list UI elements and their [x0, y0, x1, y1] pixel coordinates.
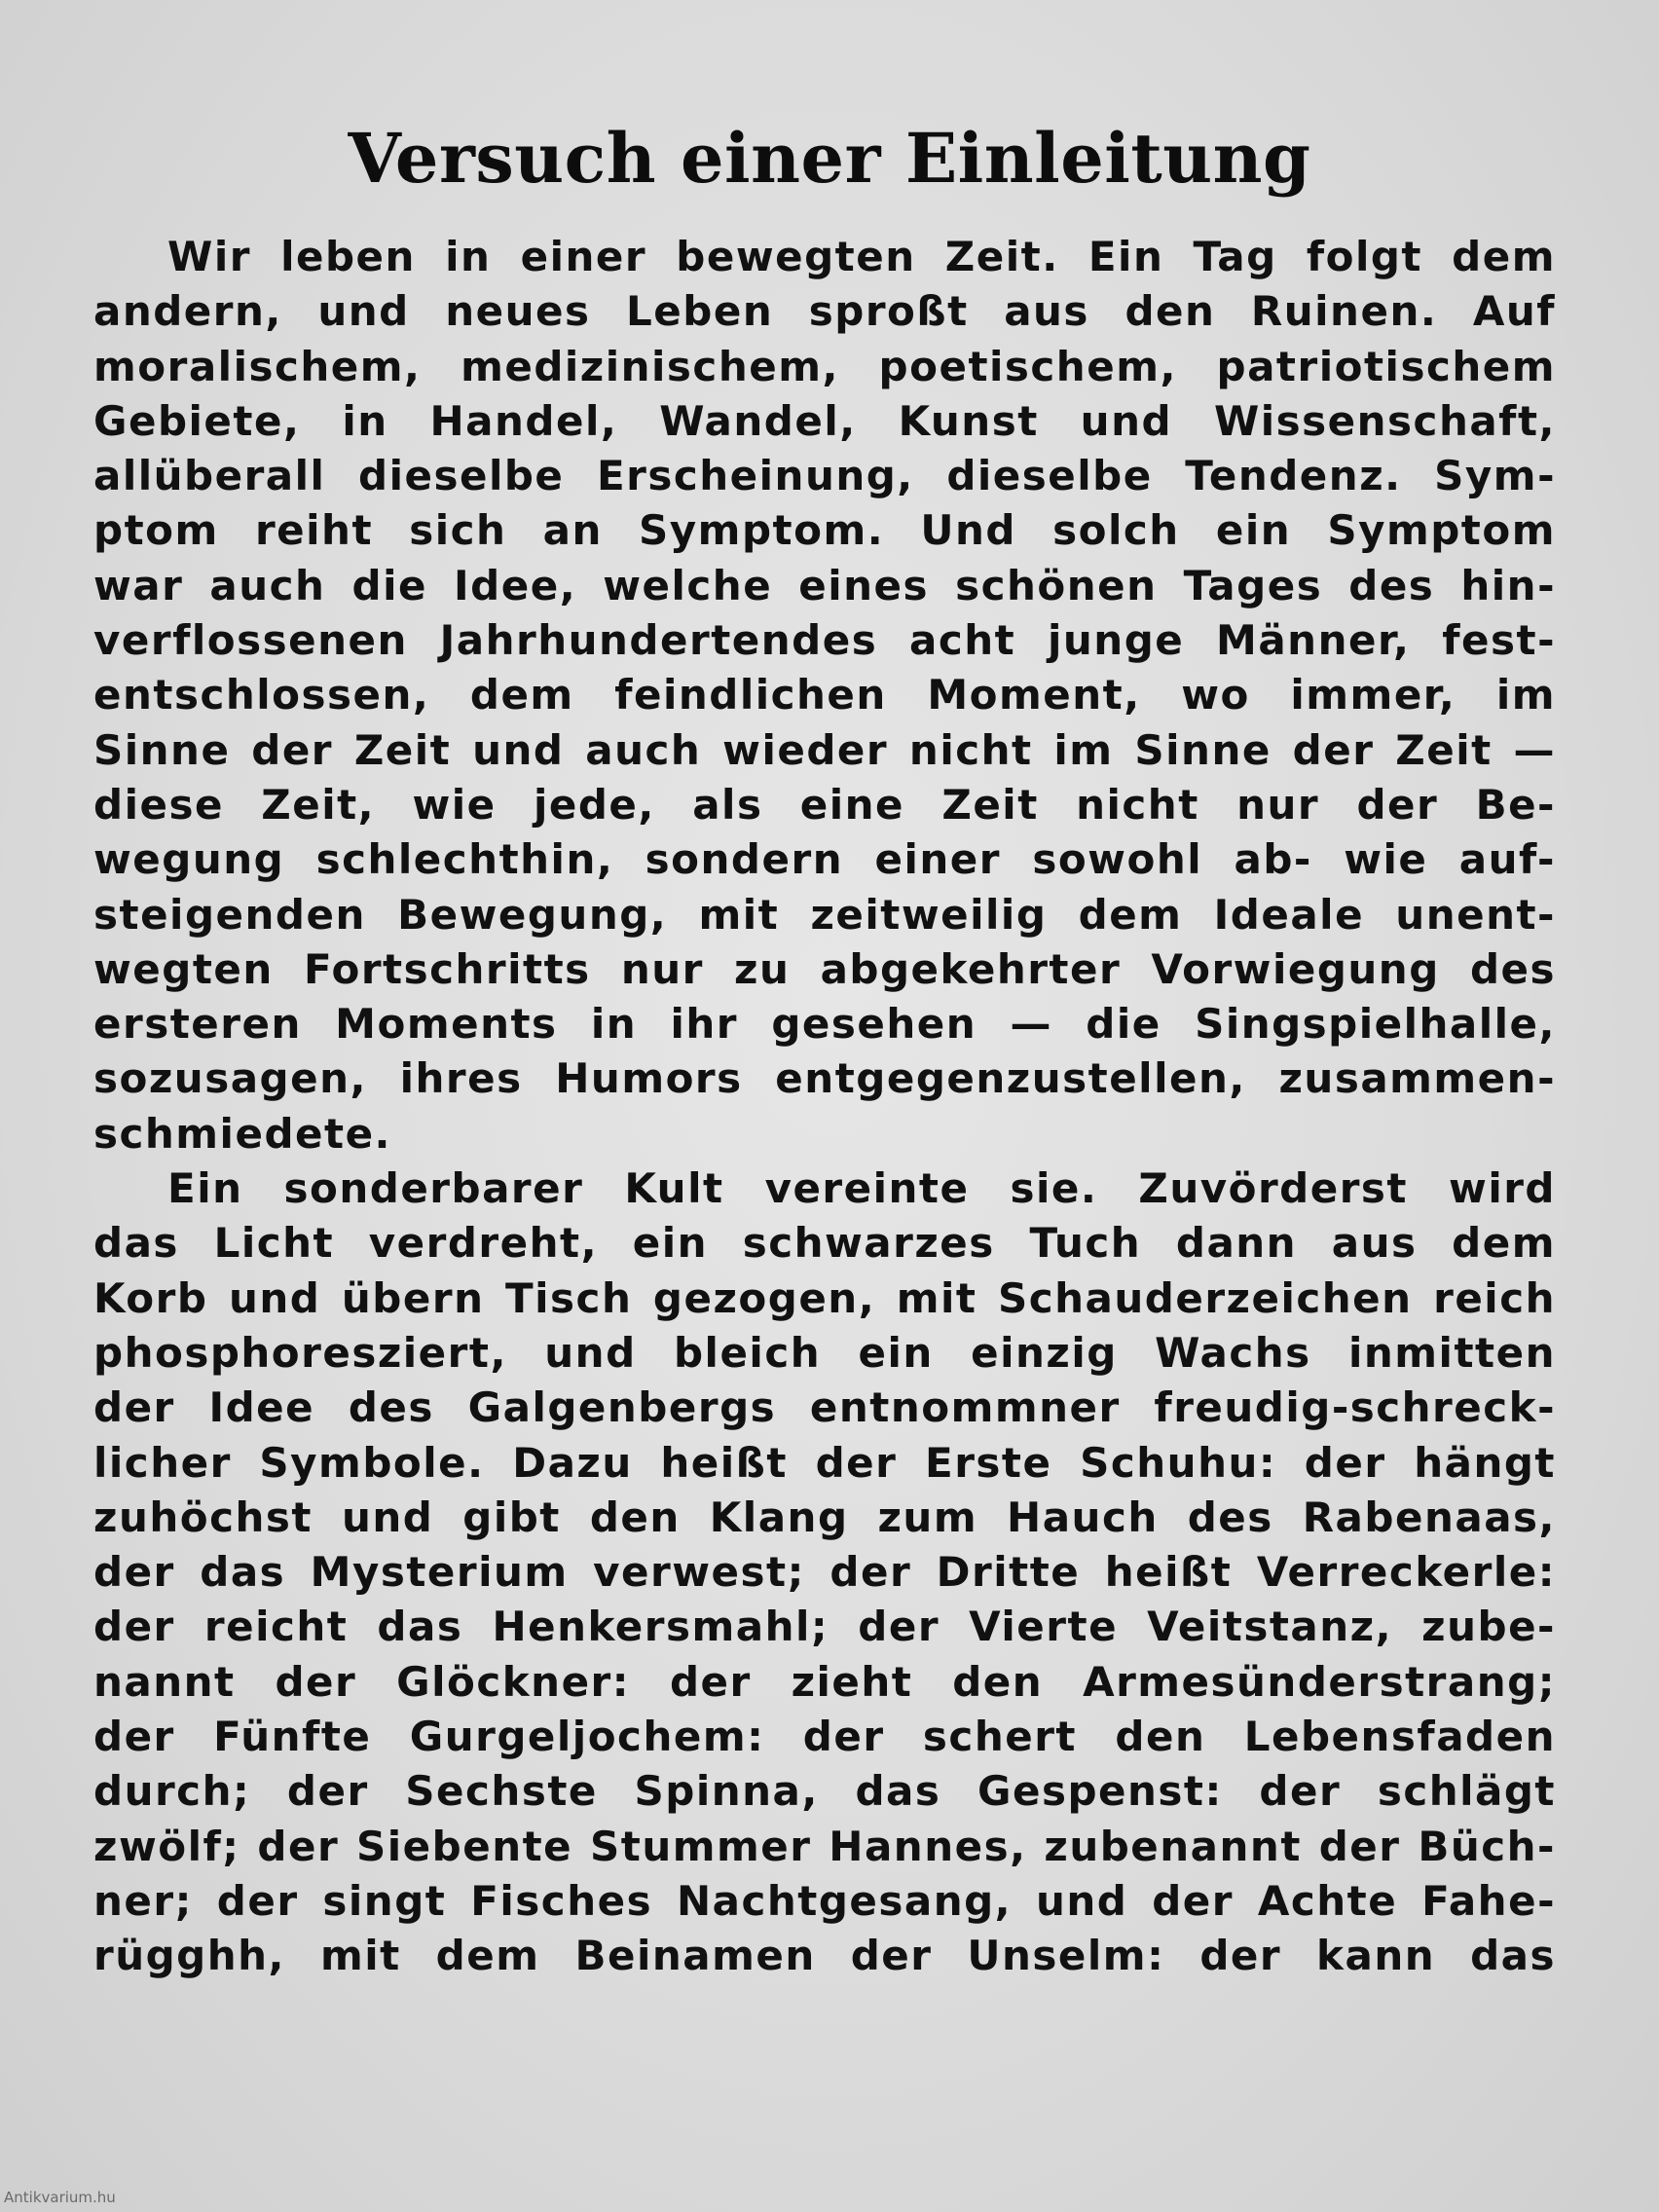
watermark: Antikvarium.hu — [4, 2189, 116, 2206]
text-line: zwölf; der Siebente Stummer Hannes, zubenannt der Büch- — [93, 1822, 1556, 1870]
text-line: Wir leben in einer bewegten Zeit. Ein Tag folgt dem — [167, 233, 1556, 280]
text-line: der Idee des Galgenbergs entnommner freudig-schreck- — [93, 1383, 1556, 1432]
text-line: der Fünfte Gurgeljochem: der schert den Lebensfaden — [93, 1713, 1556, 1761]
text-line: Ein sonderbarer Kult vereinte sie. Zuvörderst wird — [167, 1164, 1556, 1213]
text-line: allüberall dieselbe Erscheinung, dieselbe Tendenz. Sym- — [93, 452, 1556, 500]
text-line: durch; der Sechste Spinna, das Gespenst: der schlägt — [93, 1767, 1556, 1816]
text-line: rügghh, mit dem Beinamen der Unselm: der kann das — [93, 1932, 1556, 1980]
text-line: Sinne der Zeit und auch wieder nicht im Sinne der Zeit — — [93, 725, 1556, 774]
text-line: andern, und neues Leben sproßt aus den Ruinen. Auf — [93, 287, 1556, 336]
text-line: war auch die Idee, welche eines schönen Tages des hin- — [93, 561, 1556, 609]
text-line: sozusagen, ihres Humors entgegenzustellen, zusammen- — [93, 1054, 1556, 1103]
text-line: nannt der Glöckner: der zieht den Armesünderstrang; — [93, 1657, 1556, 1706]
text-line: moralischem, medizinischem, poetischem, patriotischem — [93, 342, 1556, 390]
text-line: schmiedete. — [93, 1109, 392, 1158]
text-line: ner; der singt Fisches Nachtgesang, und der Achte Fahe- — [93, 1876, 1556, 1925]
text-line: licher Symbole. Dazu heißt der Erste Schuhu: der hängt — [93, 1438, 1556, 1487]
text-line: ptom reiht sich an Symptom. Und solch ein Symptom — [93, 506, 1556, 555]
text-line: entschlossen, dem feindlichen Moment, wo immer, im — [93, 671, 1556, 719]
text-line: steigenden Bewegung, mit zeitweilig dem Ideale unent- — [93, 890, 1556, 939]
text-line: zuhöchst und gibt den Klang zum Hauch des Rabenaas, — [93, 1493, 1556, 1541]
text-line: ersteren Moments in ihr gesehen — die Singspielhalle, — [93, 1000, 1556, 1049]
body-text — [93, 230, 1556, 1984]
page-title: Versuch einer Einleitung — [348, 118, 1311, 199]
text-line: wegung schlechthin, sondern einer sowohl ab- wie auf- — [93, 835, 1556, 884]
text-line: der das Mysterium verwest; der Dritte heißt Verreckerle: — [93, 1548, 1556, 1597]
text-line: der reicht das Henkersmahl; der Vierte Veitstanz, zube- — [93, 1603, 1556, 1651]
text-line: Gebiete, in Handel, Wandel, Kunst und Wissenschaft, — [93, 396, 1556, 445]
text-line: wegten Fortschritts nur zu abgekehrter Vorwiegung des — [93, 944, 1556, 993]
text-line: diese Zeit, wie jede, als eine Zeit nicht nur der Be- — [93, 780, 1556, 829]
text-line: phosphoresziert, und bleich ein einzig Wachs inmitten — [93, 1328, 1556, 1377]
text-line: Korb und übern Tisch gezogen, mit Schauderzeichen reich — [93, 1273, 1556, 1322]
text-line: das Licht verdreht, ein schwarzes Tuch dann aus dem — [93, 1219, 1556, 1268]
text-line: verflossenen Jahrhundertendes acht junge Männer, fest- — [93, 616, 1556, 665]
